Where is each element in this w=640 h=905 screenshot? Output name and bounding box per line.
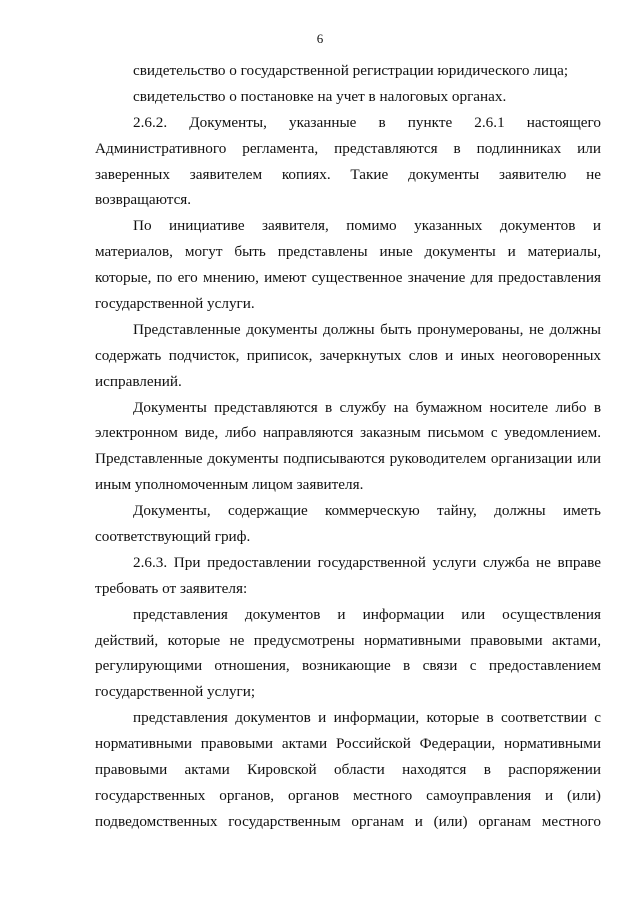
text-line: материалов, могут быть представлены иные документы и материалы, (95, 243, 601, 261)
text-line: подведомственных государственным органам и (или) органам местного (95, 812, 601, 830)
paragraph (95, 110, 601, 214)
text-line: По инициативе заявителя, помимо указанных документов и (133, 217, 601, 235)
page-number: 6 (316, 31, 324, 46)
text-line: нормативными правовыми актами Российской Федерации, нормативными (95, 735, 601, 753)
text-line: регулирующими отношения, возникающие в связи с предоставлением (95, 657, 601, 675)
text-line: свидетельство о постановке на учет в налоговых органах. (133, 87, 507, 105)
paragraph (95, 550, 601, 602)
text-line: соответствующий гриф. (95, 528, 251, 546)
text-line: государственных органов, органов местного самоуправления и (или) (95, 786, 601, 804)
text-line: Документы, содержащие коммерческую тайну, должны иметь (133, 502, 601, 520)
text-line: действий, которые не предусмотрены нормативными правовыми актами, (95, 631, 601, 649)
paragraph (95, 58, 601, 84)
text-line: Представленные документы подписываются руководителем организации или (95, 450, 601, 468)
text-line: возвращаются. (95, 191, 192, 209)
paragraph (95, 705, 601, 834)
text-line: представления документов и информации или осуществления (133, 605, 601, 623)
text-line: иным уполномоченным лицом заявителя. (95, 476, 364, 494)
paragraph (95, 395, 601, 499)
text-line: содержать подчисток, приписок, зачеркнутых слов и иных неоговоренных (95, 346, 601, 364)
text-line: 2.6.3. При предоставлении государственной услуги служба не вправе (133, 553, 601, 571)
text-line: заверенных заявителем копиях. Такие документы заявителю не (95, 165, 601, 183)
document-body (95, 58, 601, 835)
text-line: Административного регламента, представляются в подлинниках или (95, 139, 601, 157)
text-line: которые, по его мнению, имеют существенное значение для предоставления (95, 269, 601, 287)
text-line: Представленные документы должны быть пронумерованы, не должны (133, 320, 601, 338)
text-line: свидетельство о государственной регистрации юридического лица; (133, 62, 569, 79)
paragraph (95, 602, 601, 706)
text-line: требовать от заявителя: (95, 579, 248, 597)
paragraph (95, 213, 601, 317)
text-line: 2.6.2. Документы, указанные в пункте 2.6.1 настоящего (133, 113, 601, 131)
text-line: правовыми актами Кировской области находятся в распоряжении (95, 761, 601, 779)
paragraph (95, 498, 601, 550)
text-line: государственной услуги. (95, 295, 255, 313)
text-line: Документы представляются в службу на бумажном носителе либо в (133, 398, 601, 416)
paragraph (95, 84, 601, 110)
text-line: государственной услуги; (95, 683, 256, 701)
text-line: электронном виде, либо направляются заказным письмом с уведомлением. (95, 424, 601, 442)
text-line: исправлений. (95, 372, 182, 390)
text-line: представления документов и информации, которые в соответствии с (133, 709, 601, 727)
paragraph (95, 317, 601, 395)
